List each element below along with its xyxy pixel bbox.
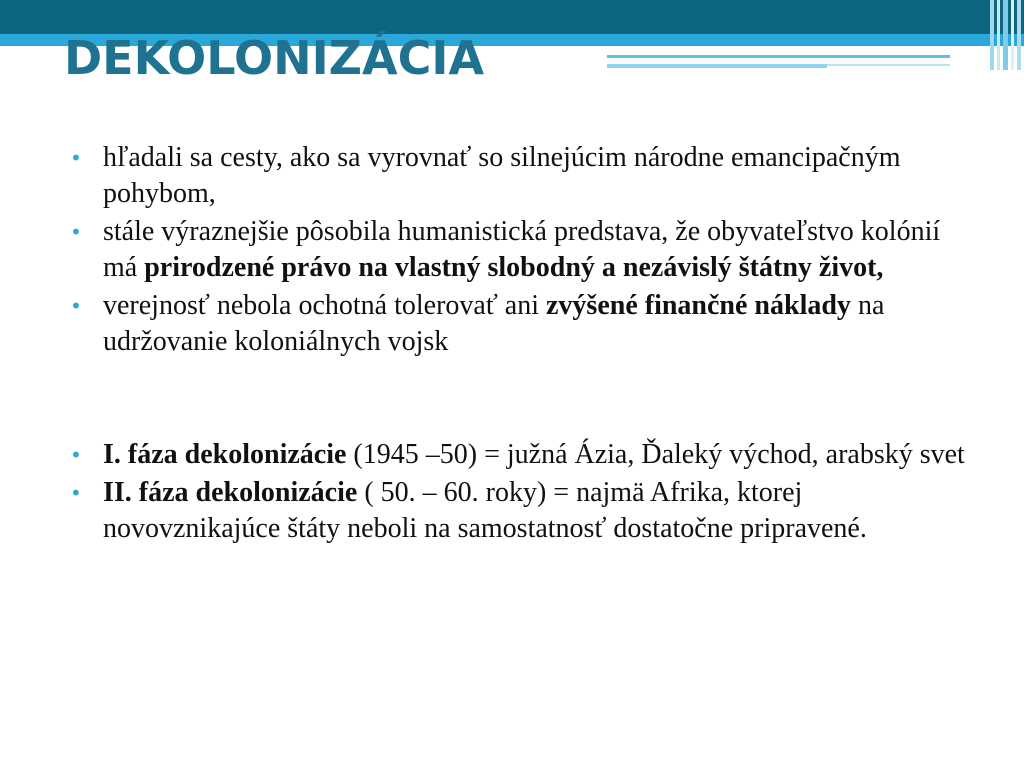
bullet-text: ( 50. – 60. roky) = najmä Afrika, ktorej novovznikajúce štáty neboli na samostatnosť dostatočne pripravené.: [103, 477, 867, 544]
bullet-item: [70, 475, 970, 547]
bullet-text: stále výraznejšie pôsobila humanistická predstava, že obyvateľstvo kolónií má: [103, 216, 941, 283]
slide-content: [70, 140, 970, 549]
bullet-text: verejnosť nebola ochotná tolerovať ani: [103, 290, 546, 321]
bullet-text-bold: I. fáza dekolonizácie: [103, 439, 347, 470]
header-stripes-decoration: [990, 0, 1024, 70]
bullet-item: [70, 437, 970, 473]
bullet-text-bold: ,: [876, 252, 884, 283]
bullet-text-bold: II. fáza dekolonizácie: [103, 477, 358, 508]
bullet-item: [70, 140, 970, 212]
bullet-text: hľadali sa cesty, ako sa vyrovnať so silnejúcim národne emancipačným pohybom,: [103, 142, 901, 209]
header-accent-line: [607, 55, 950, 58]
bullet-item: [70, 214, 970, 286]
slide-title: DEKOLONIZÁCIA: [64, 31, 485, 85]
bullet-text: (1945 –50) = južná Ázia, Ďaleký východ, arabský svet: [346, 439, 965, 470]
bullet-item: [70, 288, 970, 360]
bullet-icon: •: [70, 443, 82, 467]
bullet-icon: •: [70, 294, 82, 318]
bullet-group-1: [70, 140, 970, 360]
header-accent-line: [827, 64, 950, 66]
header-band-dark: [0, 0, 1024, 34]
bullet-text: na udržovanie koloniálnych vojsk: [103, 290, 885, 357]
bullet-group-2: [70, 437, 970, 547]
bullet-text-bold: prirodzené právo na vlastný slobodný a nezávislý štátny život: [144, 252, 877, 283]
bullet-icon: •: [70, 220, 82, 244]
bullet-icon: •: [70, 146, 82, 170]
bullet-text-bold: zvýšené finančné náklady: [546, 290, 851, 321]
header-accent-line: [607, 64, 827, 68]
group-spacer: [70, 362, 970, 437]
bullet-icon: •: [70, 481, 82, 505]
